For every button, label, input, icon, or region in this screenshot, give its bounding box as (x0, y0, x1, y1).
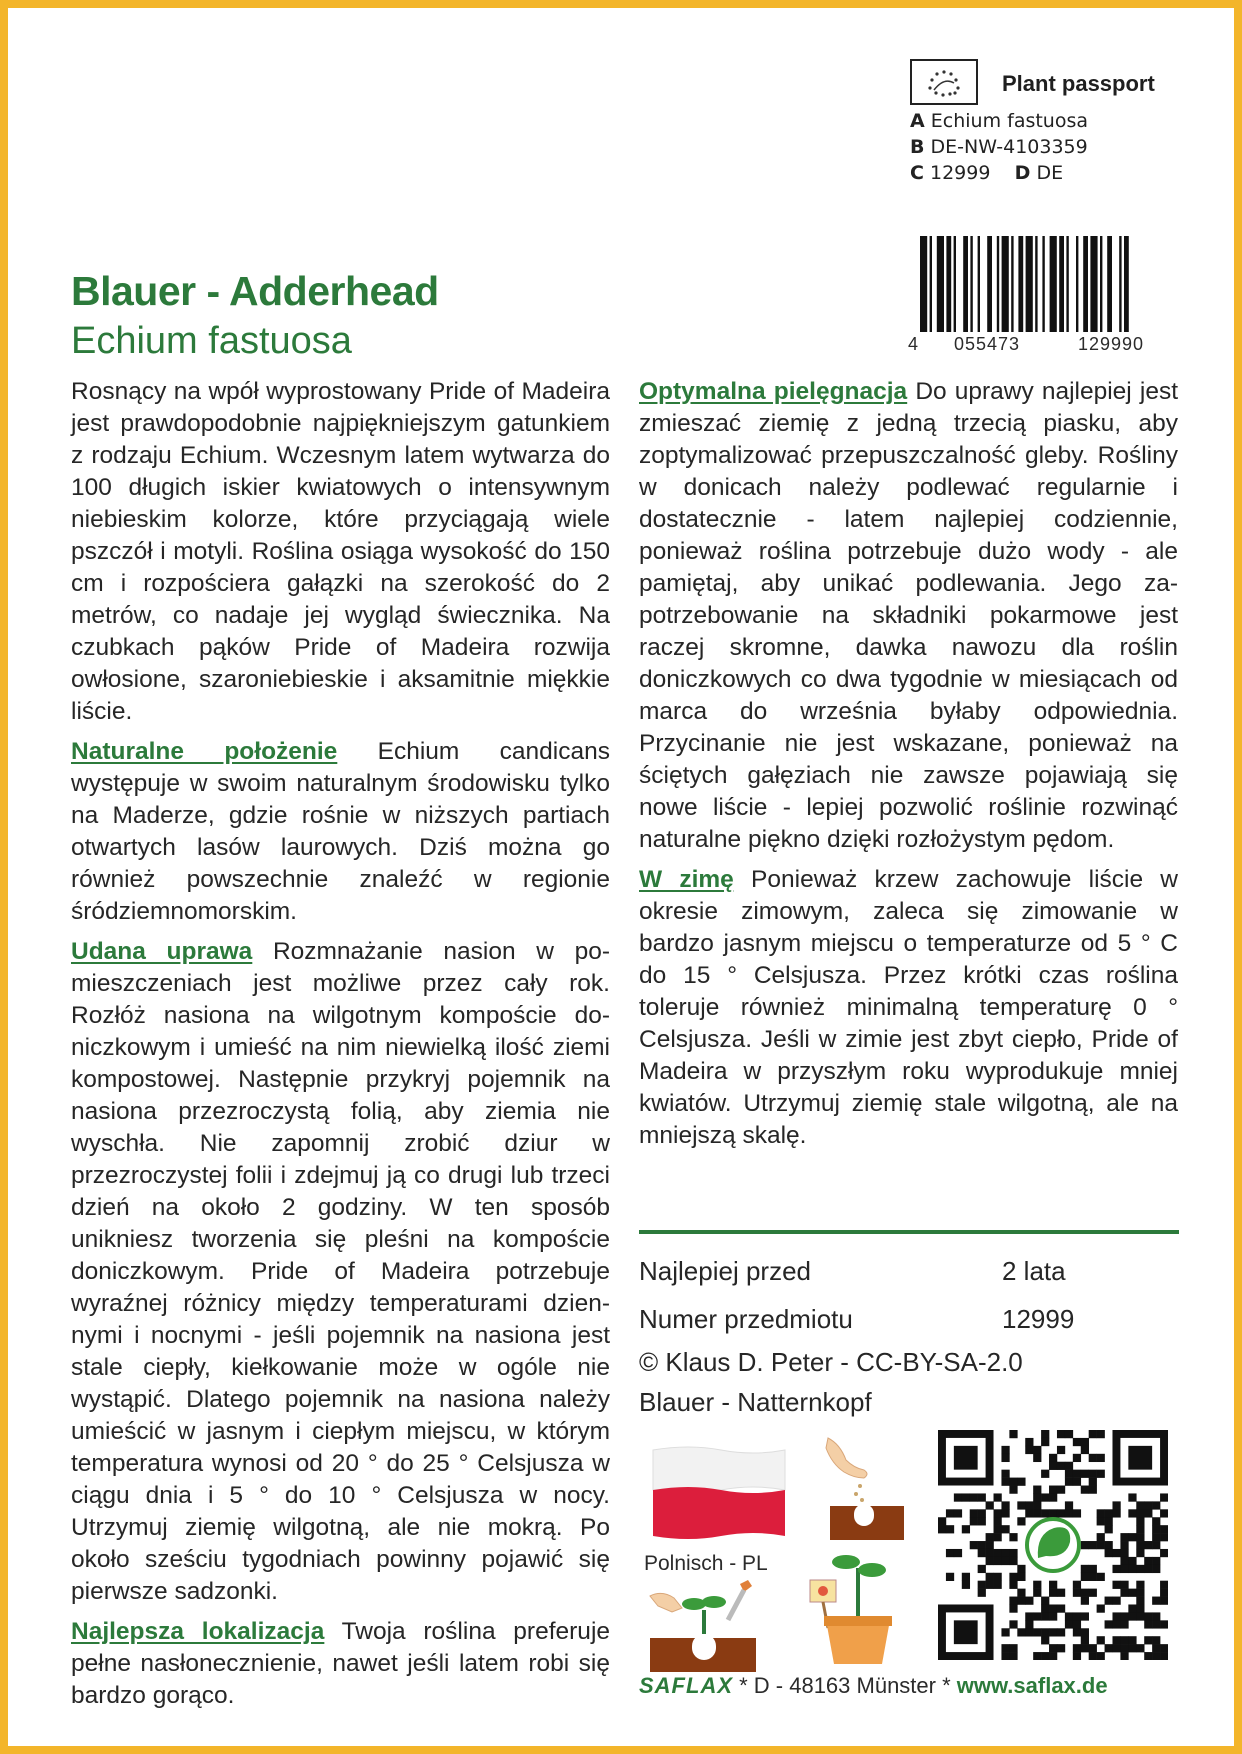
footer (639, 1673, 1179, 1699)
plant-passport-title: Plant passport (1002, 71, 1155, 96)
barcode-group-1: 055473 (954, 334, 1021, 354)
item-number-label: Numer przedmiotu (639, 1304, 853, 1334)
green-divider (639, 1230, 1179, 1234)
eu-organic-leaf-icon (910, 59, 978, 105)
website-link[interactable]: www.saflax.de (956, 1673, 1108, 1698)
seed-packet-back (8, 8, 1234, 1746)
latin-name: Echium fastuosa (71, 320, 352, 362)
location-heading: Najlepsza lokalizacja (71, 1618, 325, 1645)
copyright: © Klaus D. Peter - CC-BY-SA-2.0 (639, 1347, 1023, 1377)
language-label: Polnisch - PL (644, 1552, 768, 1575)
care-paragraph (639, 376, 1178, 856)
passport-line-a: A Echium fastuosa (910, 110, 1089, 132)
passport-line-b: B DE-NW-4103359 (910, 136, 1088, 158)
care-text: Do uprawy najlepiej jest zmieszać ziemię z jedną trzecią piasku, aby zoptymalizować przepuszczalność gleby. Rośliny w donicach należy podlewać regularnie i dostatecznie - latem najlepiej codziennie, ponieważ roślina potrzebuje dużo wody - ale pamiętaj, aby unikać podlewania. Jego zapotrzebowanie na składniki pokarmowe jest raczej skromne, dawka nawozu dla roślin doniczkowych co dwa tygodnie w miesiącach od marca do września byłaby odpowiednia. Przycinanie nie jest wskazane, ponieważ na ściętych gałęziach nie zawsze pojawiają się nowe liście - lepiej pozwolić roślinie rozwinąć naturalne piękno dzięki rozłożystym pędom. (639, 378, 1178, 853)
winter-paragraph (639, 864, 1178, 1152)
care-heading: Optymalna pielęgnacja (639, 378, 908, 405)
natural-location-paragraph (71, 736, 610, 928)
location-text: Twoja roślina preferuje pełne nasłonecznienie, nawet jeśli latem robi się bardzo gorąco. (71, 1618, 611, 1709)
transplant-seedling-icon (648, 1576, 760, 1676)
natural-location-heading: Naturalne położenie (71, 738, 338, 765)
footer-address: * D - 48163 Münster * (733, 1673, 957, 1698)
brand-logo: SAFLAX (639, 1673, 733, 1698)
best-before-value: 2 lata (1002, 1256, 1066, 1286)
barcode-group-2: 129990 (1078, 334, 1145, 354)
qr-code-icon (938, 1430, 1168, 1660)
right-text-column (639, 376, 1178, 1160)
barcode (908, 236, 1178, 354)
left-text-column (71, 376, 610, 1720)
growing-text: Rozmnażanie nasion w pomieszczeniach jest możliwe przez cały rok. Rozłóż nasiona na wilgotnym kompoście doniczkowym i umieść na nim niewielką ilość ziemi kompostowej. Następnie przykryj pojemnik na nasiona przezroczystą folią, aby ziemia nie wyschła. Nie zapomnij zrobić dziur w przezroczystej folii i zdejmuj ją co drugi lub trzeci dzień na około 2 godziny. W ten sposób unikniesz tworzenia się pleśni na kompoście doniczkowym. Pride of Madeira potrzebuje wyraźnej różnicy między temperaturami dziennymi i nocnymi - jeśli pojemnik na nasiona jest stale ciepły, kiełkowanie może w ogóle nie wystąpić. Dlatego pojemnik na nasiona należy umieścić w jasnym i ciepłym miejscu, w którym temperatura wynosi od 20 ° do 25 ° Celsjusza w ciągu dnia i 5 ° do 10 ° Celsjusza w nocy. Utrzymuj ziemię wilgotną, ale nie mokrą. Po około sześciu tygodniach powinny pojawić się pierwsze sadzonki. (71, 938, 610, 1605)
german-name: Blauer - Natternkopf (639, 1387, 872, 1417)
intro-paragraph: Rosnący na wpół wyprostowany Pride of Madeira jest prawdopodobnie najpiękniejszym gatunkiem z rodzaju Echium. Wczesnym latem wytwarza do 100 długich iskier kwiatowych o intensywnym niebieskim kolorze, które przyciągają wiele pszczół i motyli. Roślina osiąga wysokość do 150 cm i rozpościera gałązki na szerokość do 2 metrów, co nadaje jej wygląd świecznika. Na czubkach pąków Pride of Madeira rozwija owłosione, szaroniebieskie i aksamitnie miękkie liście. (71, 378, 610, 725)
location-paragraph (71, 1616, 610, 1712)
barcode-bars (920, 236, 1178, 332)
barcode-left-digit: 4 (908, 334, 919, 354)
winter-heading: W zimę (639, 866, 734, 893)
growing-paragraph (71, 936, 610, 1608)
passport-line-cd: C 12999 D DE (910, 162, 1064, 184)
growing-heading: Udana uprawa (71, 938, 253, 965)
product-title: Blauer - Adderhead (71, 268, 439, 314)
item-number-value: 12999 (1002, 1304, 1075, 1334)
qr-code-pattern (938, 1430, 1168, 1660)
natural-location-text: Echium candicans występuje w swoim naturalnym środowisku tylko na Maderze, gdzie rośnie w niższych partiach otwartych lasów laurowych. Dziś można go również powszechnie znaleźć w regionie śródziemnomorskim. (71, 738, 610, 925)
potted-seedling-icon (806, 1548, 906, 1668)
best-before-label: Najlepiej przed (639, 1256, 811, 1286)
sowing-hand-icon (820, 1434, 910, 1544)
poland-flag-icon (649, 1442, 789, 1552)
winter-text: Ponieważ krzew zachowuje liście w okresie zimowym, zaleca się zimowanie w bardzo jasnym miejscu o temperaturze od 5 ° C do 15 ° Celsjusza. Przez krótki czas roślina toleruje również minimalną temperaturę 0 ° Celsjusza. Jeśli w zimie jest zbyt ciepło, Pride of Madeira w przyszłym roku wyprodukuje mniej kwiatów. Utrzymuj ziemię stale wilgotną, ale na mniejszą skalę. (639, 866, 1178, 1149)
